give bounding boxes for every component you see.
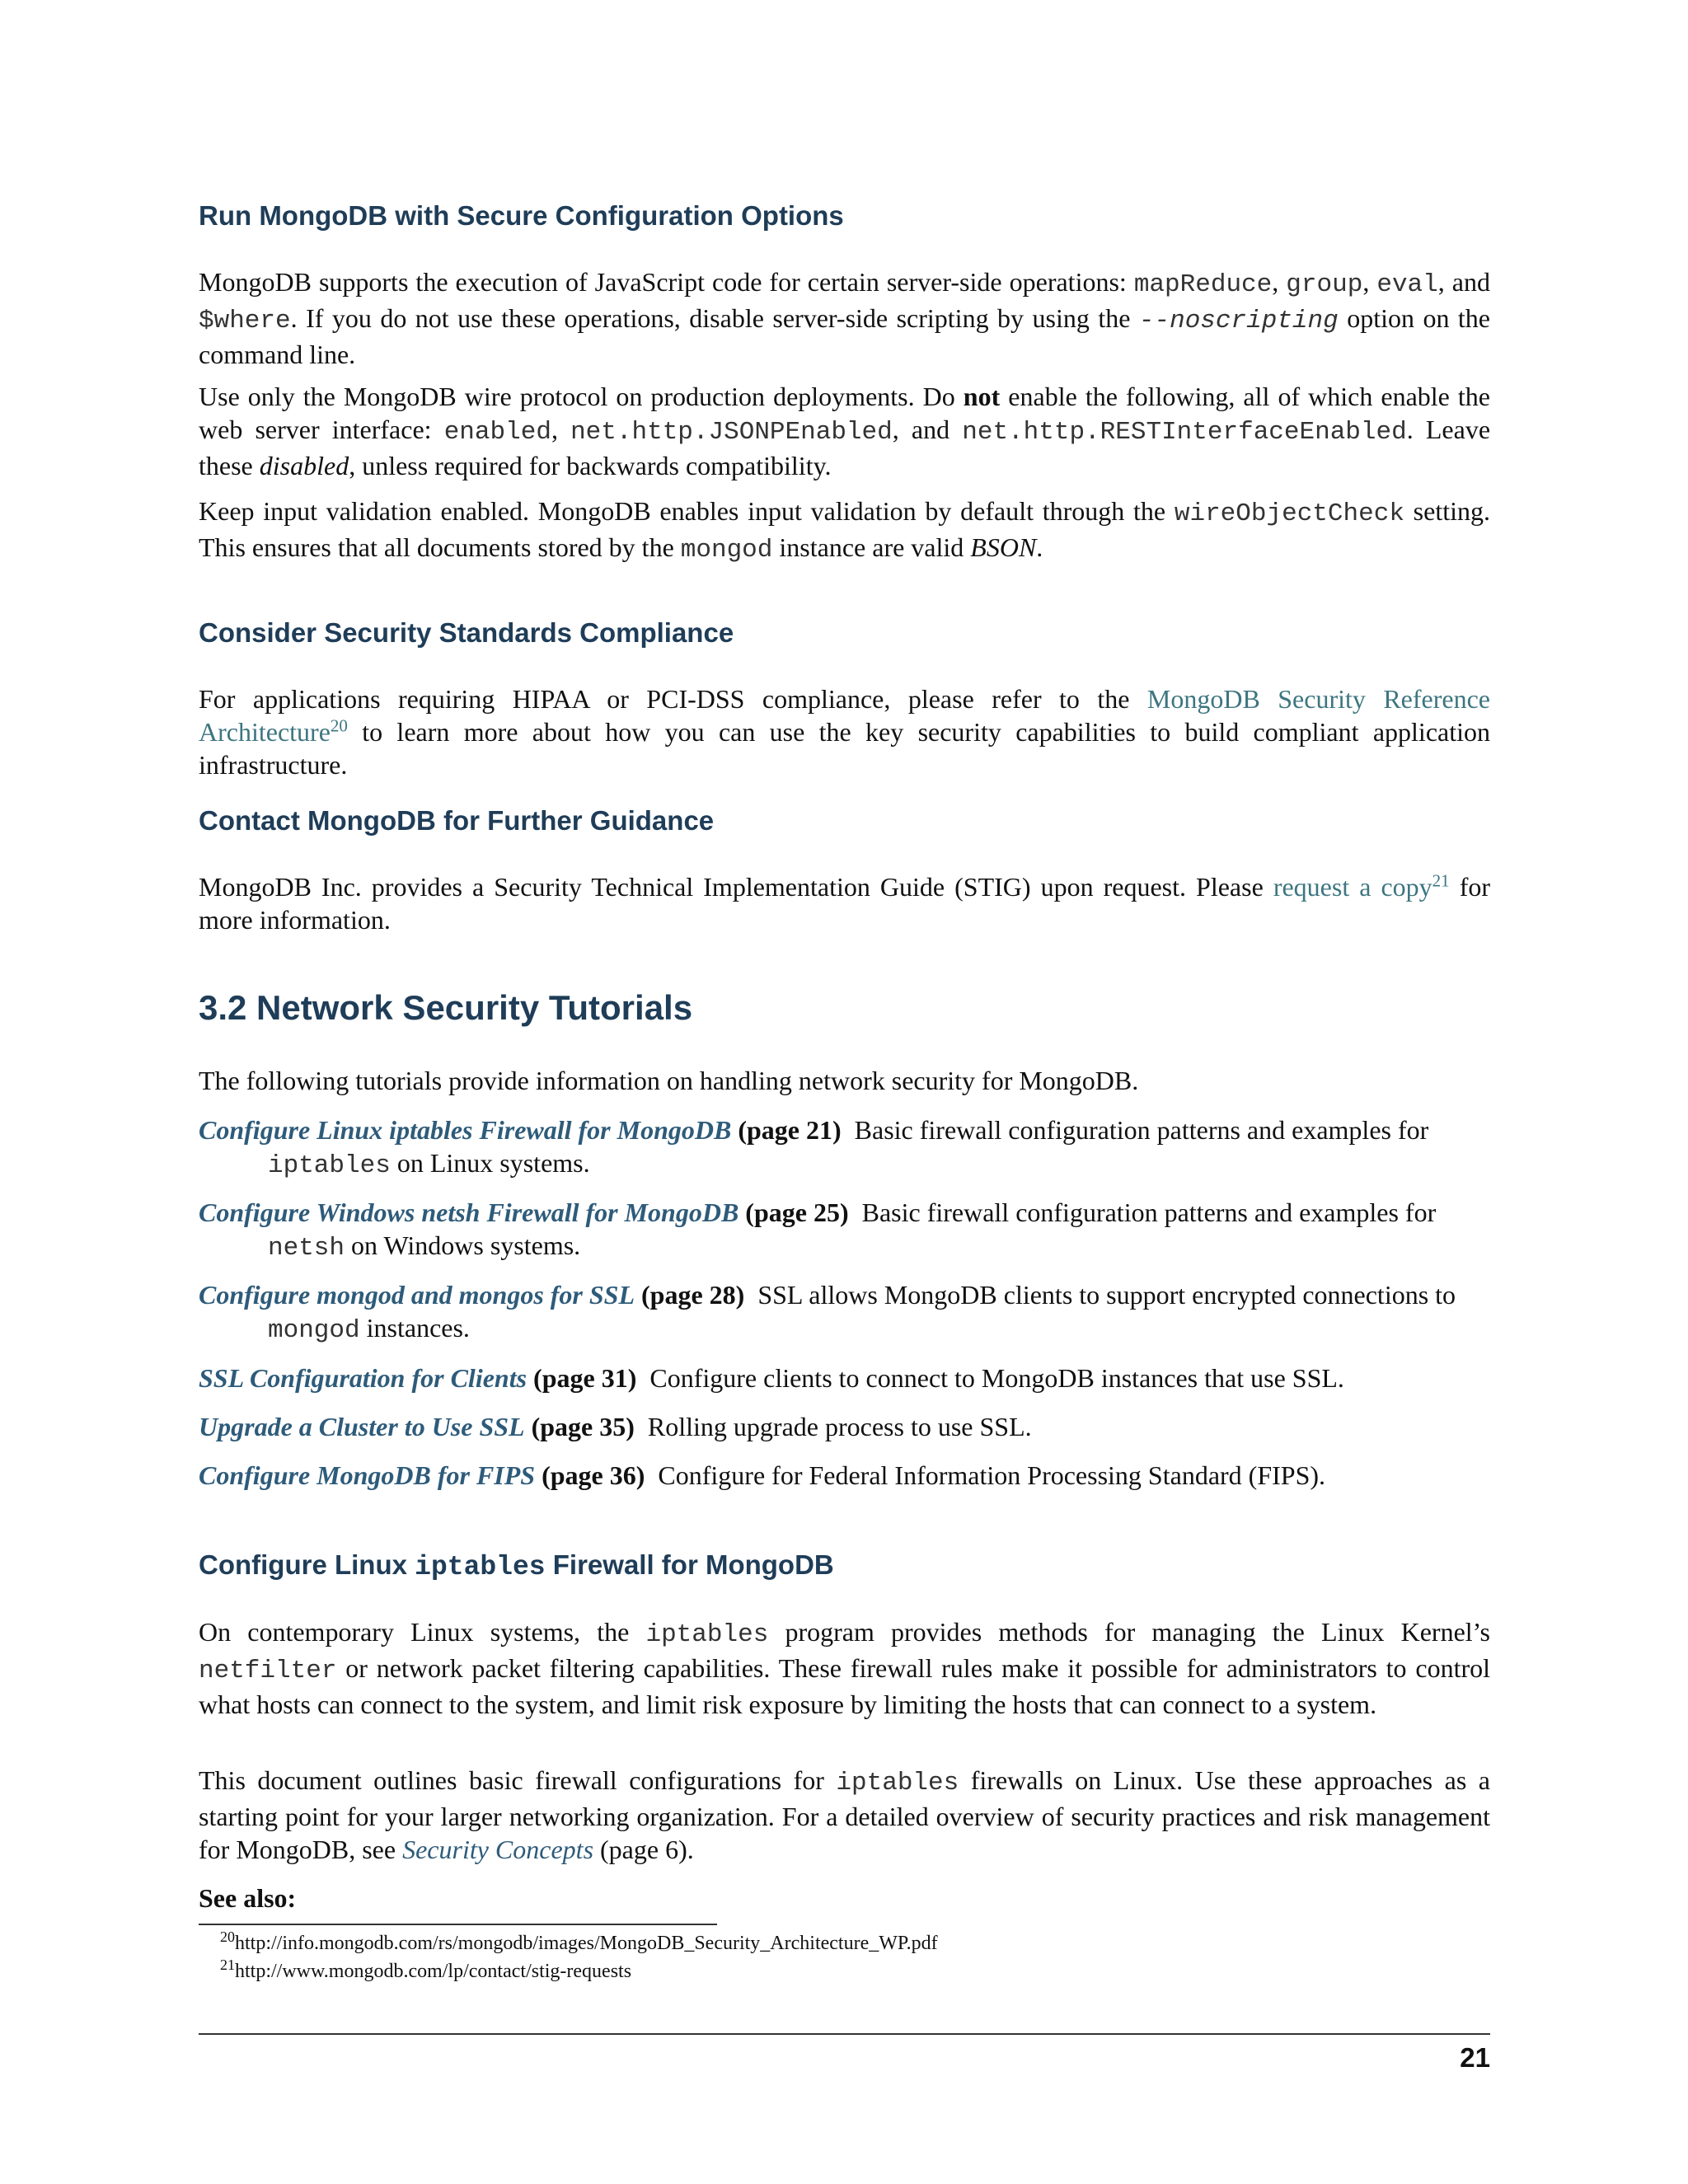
link-upgrade-cluster-ssl[interactable]: Upgrade a Cluster to Use SSL	[199, 1412, 525, 1441]
paragraph-server-side-scripting: MongoDB supports the execution of JavaScript code for certain server-side operations: mapReduce, group, eval, and $where. If you do not use these operations, disable server-side scripting by using the --noscripting option on the command line.	[199, 267, 1491, 369]
paragraph-stig: MongoDB Inc. provides a Security Technical Implementation Guide (STIG) upon request. Please request a copy$^{21}$ for more information.	[199, 870, 1491, 935]
heading-network-security-tutorials: 3.2 Network Security Tutorials	[199, 988, 693, 1027]
heading-further-guidance: Contact MongoDB for Further Guidance	[199, 805, 715, 836]
see-also-label: See also:	[199, 1883, 297, 1913]
paragraph-iptables-intro: On contemporary Linux systems, the iptables program provides methods for managing the Linux Kernel’s netfilter or network packet filtering capabilities. These firewall rules make it possible for administrators to control what hosts can connect to the system, and limit risk exposure by limiting the hosts that can connect to a system.	[199, 1617, 1491, 1719]
code-group: group	[1286, 270, 1363, 299]
footnote-21: $^{21}$http://www.mongodb.com/lp/contact/stig-requests	[220, 1957, 632, 1982]
footnote-20: $^{20}$http://info.mongodb.com/rs/mongodb/images/MongoDB_Security_Architecture_WP.pdf	[220, 1929, 938, 1954]
code-mongod: mongod	[680, 536, 773, 565]
link-security-reference-architecture[interactable]: MongoDB Security Reference Architecture	[199, 684, 1491, 747]
code-eval: eval	[1376, 270, 1438, 299]
paragraph-iptables-outline: This document outlines basic firewall configurations for iptables firewalls on Linux. Use these approaches as a starting point for your larger networking organization. For a detailed overview of security practices and risk management for MongoDB, see Security Concepts (page 6).	[199, 1765, 1491, 1864]
paragraph-input-validation: Keep input validation enabled. MongoDB enables input validation by default through the wireObjectCheck setting. This ensures that all documents stored by the mongod instance are valid BSON.	[199, 496, 1491, 565]
tutorial-item-netsh: Configure Windows netsh Firewall for MongoDB (page 25) Basic firewall configuration patterns and examples for netsh on Windows systems.	[199, 1197, 1437, 1263]
footnote-ref-21[interactable]: 21	[1432, 870, 1450, 891]
link-configure-iptables[interactable]: Configure Linux iptables Firewall for MongoDB	[199, 1115, 732, 1145]
code-enabled: enabled	[443, 418, 551, 447]
tutorial-item-fips: Configure MongoDB for FIPS (page 36) Configure for Federal Information Processing Standard (FIPS).	[199, 1460, 1326, 1490]
tutorial-item-ssl-clients: SSL Configuration for Clients (page 31) Configure clients to connect to MongoDB instances that use SSL.	[199, 1363, 1344, 1393]
code-mapreduce: mapReduce	[1133, 270, 1273, 299]
page-number: 21	[1460, 2042, 1490, 2073]
code-wireobjectcheck: wireObjectCheck	[1174, 499, 1404, 528]
link-configure-ssl[interactable]: Configure mongod and mongos for SSL	[199, 1280, 635, 1310]
code-rest-interface-enabled: net.http.RESTInterfaceEnabled	[962, 418, 1407, 447]
code-where: $where	[199, 307, 291, 335]
link-ssl-clients[interactable]: SSL Configuration for Clients	[199, 1363, 528, 1393]
link-request-a-copy[interactable]: request a copy	[1273, 872, 1432, 902]
paragraph-compliance: For applications requiring HIPAA or PCI-DSS compliance, please refer to the MongoDB Security Reference Architecture$^{20}$ to learn more about how you can use the key security capabilities to build compliant application infrastructure.	[199, 684, 1491, 780]
paragraph-network-intro: The following tutorials provide information on handling network security for MongoDB.	[199, 1066, 1139, 1095]
heading-secure-configuration: Run MongoDB with Secure Configuration Options	[199, 200, 844, 231]
link-configure-fips[interactable]: Configure MongoDB for FIPS	[199, 1460, 536, 1490]
footer-divider	[199, 2033, 1490, 2035]
code-jsonp-enabled: net.http.JSONPEnabled	[570, 418, 893, 447]
paragraph-wire-protocol: Use only the MongoDB wire protocol on production deployments. Do not enable the following, all of which enable the web server interface: enabled, net.http.JSONPEnabled, and net.http.RESTInterfaceEnabled. Leave these disabled, unless required for backwards compatibility.	[199, 382, 1491, 480]
link-configure-netsh[interactable]: Configure Windows netsh Firewall for MongoDB	[199, 1197, 739, 1227]
footnote-ref-20[interactable]: 20	[330, 715, 348, 736]
link-security-concepts[interactable]: Security Concepts	[402, 1835, 594, 1864]
footnote-divider	[199, 1924, 717, 1925]
tutorial-item-upgrade-ssl: Upgrade a Cluster to Use SSL (page 35) Rolling upgrade process to use SSL.	[199, 1412, 1032, 1441]
heading-configure-iptables: Configure Linux iptables Firewall for MongoDB	[199, 1549, 834, 1582]
option-noscripting: --noscripting	[1138, 307, 1339, 335]
tutorial-item-iptables: Configure Linux iptables Firewall for MongoDB (page 21) Basic firewall configuration patterns and examples for iptables on Linux systems.	[199, 1115, 1429, 1180]
heading-compliance: Consider Security Standards Compliance	[199, 617, 734, 648]
tutorial-item-ssl: Configure mongod and mongos for SSL (page 28) SSL allows MongoDB clients to support encrypted connections to mongod instances.	[199, 1280, 1456, 1345]
